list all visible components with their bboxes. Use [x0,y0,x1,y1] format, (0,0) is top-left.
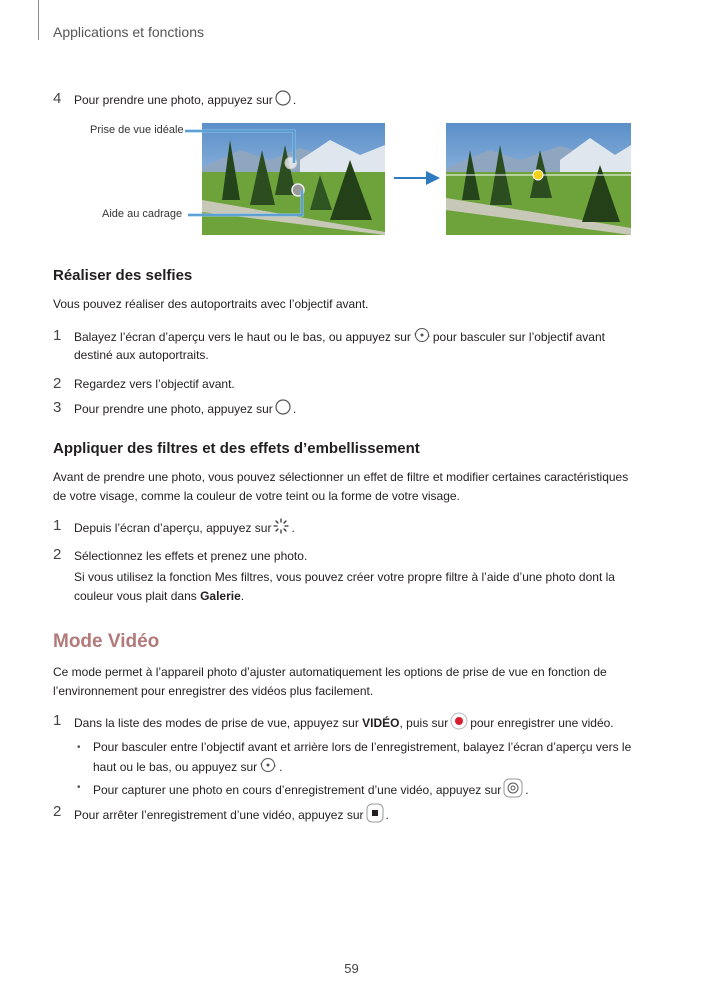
selfie-intro: Vous pouvez réaliser des autoportraits avec l’objectif avant. [53,297,369,311]
step-text: Pour prendre une photo, appuyez sur . [74,90,296,112]
step-number: 3 [53,399,62,416]
record-icon [450,712,468,736]
page-header: Applications et fonctions [53,24,204,40]
switch-camera-icon [259,757,277,779]
step-number: 2 [53,803,62,820]
preview-photo-after [446,123,631,235]
step-number: 2 [53,546,62,563]
stop-icon [366,803,384,829]
filters-step-2: Sélectionnez les effets et prenez une photo. [74,549,308,563]
filters-note-line-1: Si vous utilisez la fonction Mes filtres, vous pouvez créer votre propre filtre à l’aide d’une photo dont la [74,570,615,584]
framing-illustration [0,0,703,260]
video-intro-line-2: l’environnement pour enregistrer des vidéos plus facilement. [53,684,374,698]
filters-step-1: Depuis l’écran d’aperçu, appuyez sur . [74,518,295,540]
section-heading-video: Mode Vidéo [53,631,160,652]
label-framing-aid: Aide au cadrage [102,208,183,220]
selfie-step-3: Pour prendre une photo, appuyez sur . [74,399,296,421]
video-bullet-1-line-2: haut ou le bas, ou appuyez sur . [93,757,282,779]
step-number: 1 [53,327,62,344]
video-intro-line-1: Ce mode permet à l’appareil photo d’ajuster automatiquement les options de prise de vue en fonction de [53,665,607,679]
selfie-step-1-cont: destiné aux autoportraits. [74,348,209,362]
video-bullet-1-line-1: Pour basculer entre l’objectif avant et arrière lors de l’enregistrement, balayez l’écran d’aperçu vers le [93,740,632,754]
filter-effects-icon [273,518,289,540]
filters-note-line-2: couleur vous plait dans Galerie. [74,589,245,603]
section-heading-selfies: Réaliser des selfies [53,267,193,284]
filters-intro-line-1: Avant de prendre une photo, vous pouvez sélectionner un effet de filtre et modifier certaines caractéristiques [53,470,629,484]
step-number: 2 [53,375,62,392]
step-number: 1 [53,517,62,534]
section-heading-filters: Appliquer des filtres et des effets d’embellissement [53,440,420,457]
switch-camera-icon [413,327,431,349]
step-number: 1 [53,712,62,729]
bullet: • [77,742,81,753]
selfie-step-2: Regardez vers l’objectif avant. [74,377,235,391]
video-step-2: Pour arrêter l’enregistrement d’une vidéo, appuyez sur . [74,803,389,829]
label-ideal-shot: Prise de vue idéale [90,124,184,136]
step-number: 4 [53,90,62,107]
filters-intro-line-2: de votre visage, comme la couleur de votre teint ou la forme de votre visage. [53,489,460,503]
page-number: 59 [344,961,359,976]
video-step-1: Dans la liste des modes de prise de vue, appuyez sur VIDÉO, puis sur pour enregistrer une vidéo. [74,712,614,736]
capture-photo-icon [503,778,523,804]
shutter-button-icon [275,399,291,421]
bullet: • [77,782,81,793]
video-bullet-2: Pour capturer une photo en cours d’enregistrement d’une vidéo, appuyez sur . [93,778,529,804]
selfie-step-1: Balayez l’écran d’aperçu vers le haut ou le bas, ou appuyez sur pour basculer sur l’objectif avant [74,327,605,349]
